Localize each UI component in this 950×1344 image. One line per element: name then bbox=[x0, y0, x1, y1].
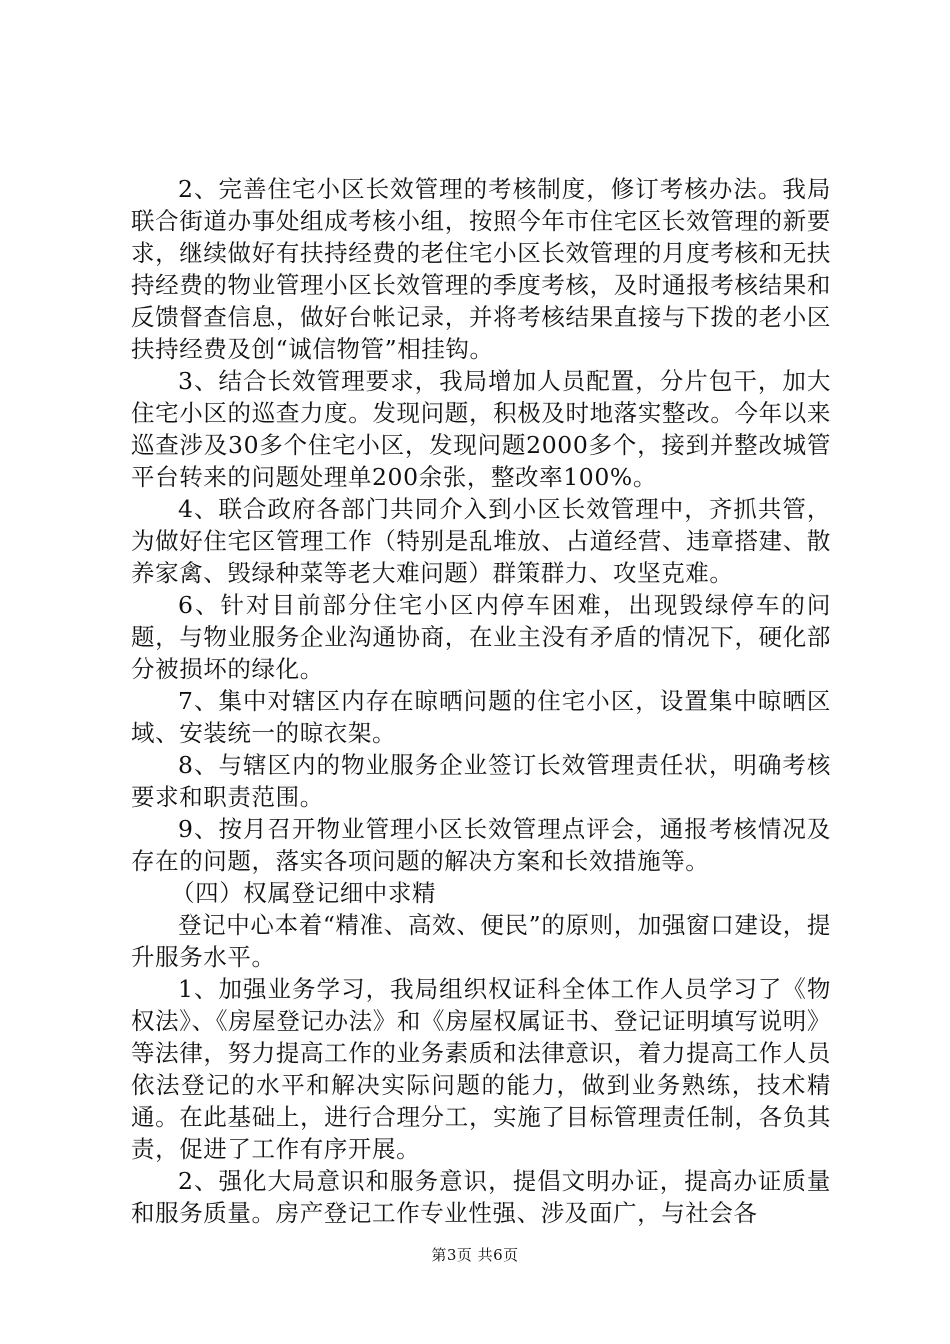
paragraph-item-1: 1、加强业务学习，我局组织权证科全体工作人员学习了《物权法》、《房屋登记办法》和《房屋权属证书、登记证明填写说明》等法律，努力提高工作的业务素质和法律意识，着力提高工作人员依法登记的水平和解决实际问题的能力，做到业务熟练，技术精通。在此基础上，进行合理分工，实施了目标管理责任制，各负其责，促进了工作有序开展。 bbox=[131, 975, 831, 1163]
paragraph-item-2b: 2、强化大局意识和服务意识，提倡文明办证，提高办证质量和服务质量。房产登记工作专业性强、涉及面广，与社会各 bbox=[131, 1167, 831, 1227]
paragraph-item-7: 7、集中对辖区内存在晾晒问题的住宅小区，设置集中晾晒区域、安装统一的晾衣架。 bbox=[131, 687, 831, 747]
paragraph-item-6: 6、针对目前部分住宅小区内停车困难，出现毁绿停车的问题，与物业服务企业沟通协商，在业主没有矛盾的情况下，硬化部分被损坏的绿化。 bbox=[131, 591, 831, 683]
document-body bbox=[131, 173, 831, 1229]
paragraph-item-8: 8、与辖区内的物业服务企业签订长效管理责任状，明确考核要求和职责范围。 bbox=[131, 751, 831, 811]
section-intro: 登记中心本着“精准、高效、便民”的原则，加强窗口建设，提升服务水平。 bbox=[131, 911, 831, 971]
section-heading: （四）权属登记细中求精 bbox=[171, 879, 437, 907]
paragraph-item-4: 4、联合政府各部门共同介入到小区长效管理中，齐抓共管，为做好住宅区管理工作（特别是乱堆放、占道经营、违章搭建、散养家禽、毁绿种菜等老大难问题）群策群力、攻坚克难。 bbox=[131, 495, 831, 587]
paragraph-item-3: 3、结合长效管理要求，我局增加人员配置，分片包干，加大住宅小区的巡查力度。发现问题，积极及时地落实整改。今年以来巡查涉及30多个住宅小区，发现问题2000多个，接到并整改城管平台转来的问题处理单200余张，整改率100%。 bbox=[131, 367, 831, 491]
page-number: 第3页 共6页 bbox=[431, 1246, 519, 1264]
paragraph-item-2: 2、完善住宅小区长效管理的考核制度，修订考核办法。我局联合街道办事处组成考核小组，按照今年市住宅区长效管理的新要求，继续做好有扶持经费的老住宅小区长效管理的月度考核和无扶持经费的物业管理小区长效管理的季度考核，及时通报考核结果和反馈督查信息，做好台帐记录，并将考核结果直接与下拨的老小区扶持经费及创“诚信物管”相挂钩。 bbox=[131, 175, 831, 363]
paragraph-item-9: 9、按月召开物业管理小区长效管理点评会，通报考核情况及存在的问题，落实各项问题的解决方案和长效措施等。 bbox=[131, 815, 831, 875]
